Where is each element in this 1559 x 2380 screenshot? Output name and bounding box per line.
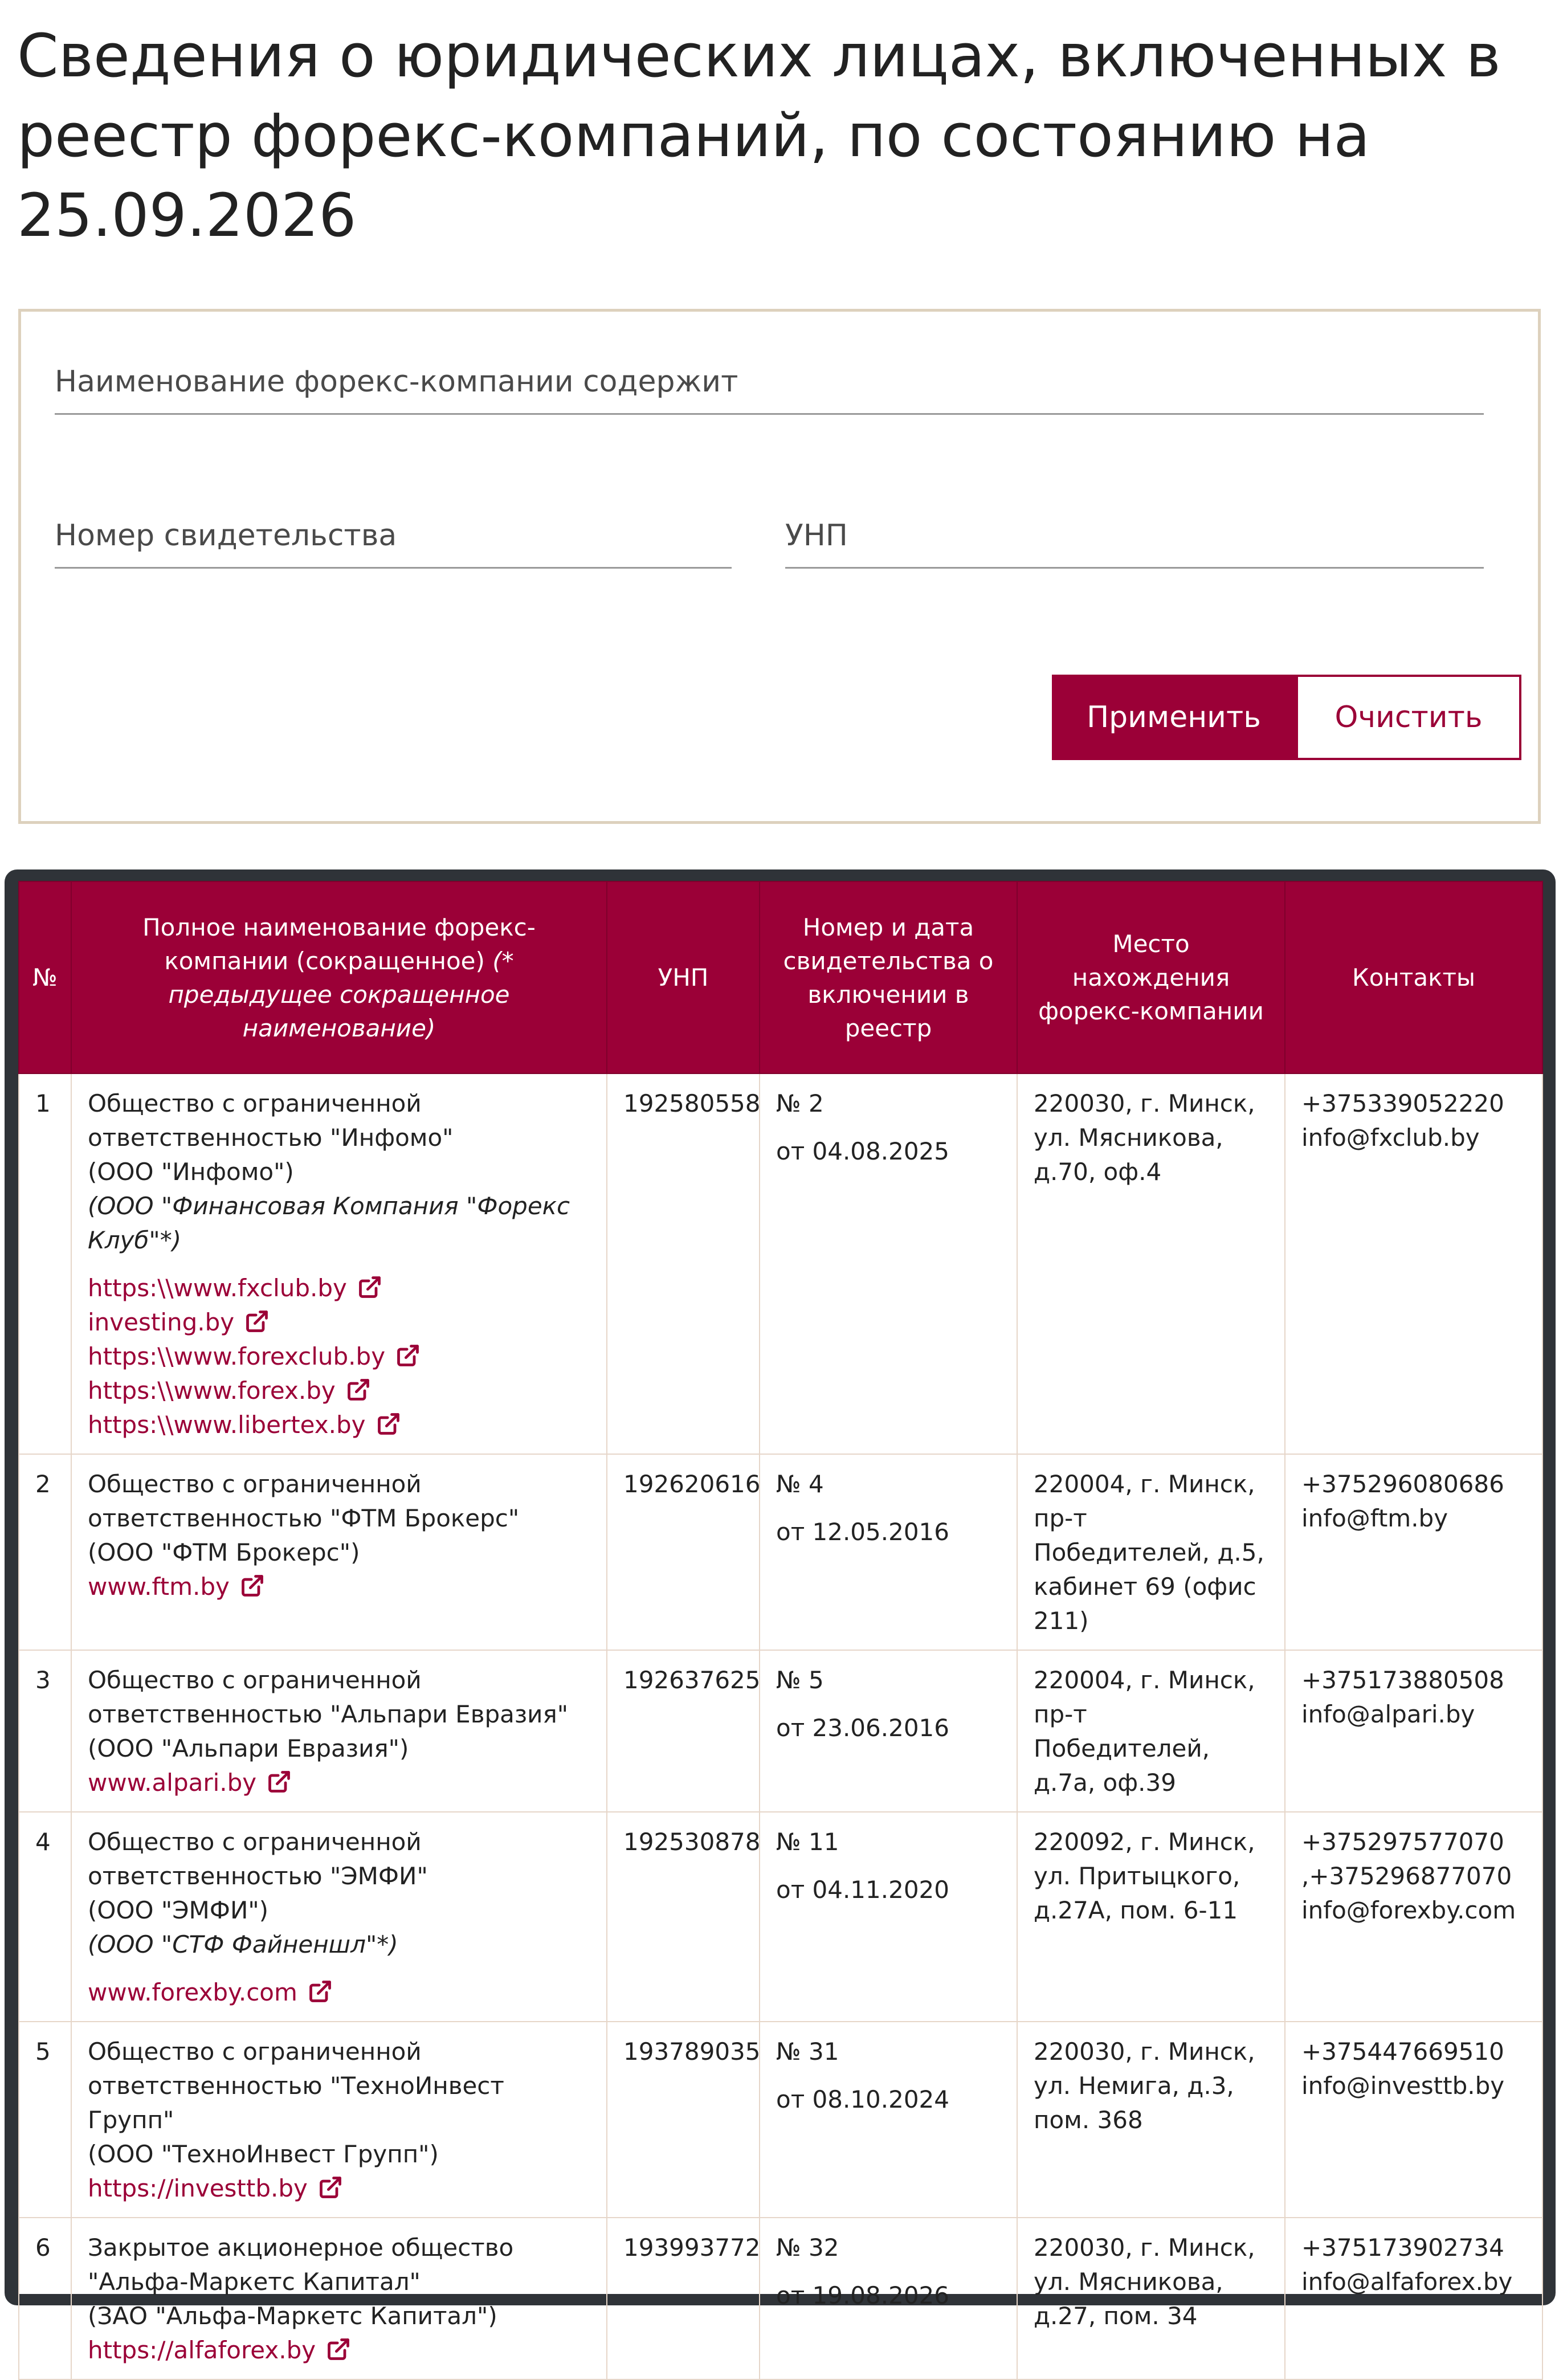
company-website-link[interactable]: https:\\www.fxclub.by (88, 1274, 347, 1302)
table-row (19, 2218, 1542, 2379)
company-short-name: (ЗАО "Альфа-Маркетс Капитал") (88, 2302, 497, 2330)
contact-email: info@alpari.by (1301, 1700, 1475, 1728)
certificate-cell (760, 1650, 1017, 1812)
table-row (19, 2022, 1542, 2218)
row-number: 6 (19, 2218, 71, 2379)
table-row (19, 1812, 1542, 2022)
location-cell: 220004, г. Минск, пр-т Победителей, д.5, кабинет 69 (офис 211) (1017, 1454, 1285, 1650)
certificate-number-field[interactable] (55, 504, 732, 569)
header-contacts: Контакты (1285, 881, 1542, 1073)
certificate-date: от 23.06.2016 (776, 1714, 949, 1742)
registry-table-frame (5, 869, 1556, 2364)
header-certificate: Номер и дата свидетельства о включении в реестр (760, 881, 1017, 1073)
external-link-icon[interactable] (326, 2337, 351, 2362)
location-cell: 220030, г. Минск, ул. Мясникова, д.27, пом. 34 (1017, 2218, 1285, 2379)
location-cell: 220030, г. Минск, ул. Мясникова, д.70, оф.4 (1017, 1073, 1285, 1454)
unp-cell: 192620616 (607, 1454, 760, 1650)
company-name-input[interactable] (55, 350, 1484, 413)
company-full-name: Общество с ограниченной ответственностью "Альпари Евразия" (88, 1666, 569, 1728)
location-cell: 220004, г. Минск, пр-т Победителей, д.7а, оф.39 (1017, 1650, 1285, 1812)
certificate-number: № 31 (776, 2038, 839, 2065)
company-website-link[interactable]: https://investtb.by (88, 2174, 308, 2202)
page-title: Сведения о юридических лицах, включенных в реестр форекс-компаний, по состоянию на 25.09.2026 (17, 21, 1501, 250)
table-row (19, 1650, 1542, 1812)
company-name-cell (71, 1454, 607, 1650)
company-website-link[interactable]: https:\\www.forexclub.by (88, 1342, 386, 1370)
table-header-row (19, 881, 1542, 1073)
company-website-link[interactable]: www.alpari.by (88, 1769, 257, 1797)
row-number: 3 (19, 1650, 71, 1812)
clear-button[interactable]: Очистить (1296, 675, 1521, 760)
company-full-name: Закрытое акционерное общество "Альфа-Маркетс Капитал" (88, 2234, 514, 2296)
company-short-name: (ООО "Альпари Евразия") (88, 1734, 409, 1762)
contacts-cell (1285, 1454, 1542, 1650)
company-name-cell (71, 1812, 607, 2022)
external-link-icon[interactable] (244, 1309, 270, 1334)
certificate-cell (760, 1454, 1017, 1650)
apply-button[interactable]: Применить (1052, 675, 1296, 760)
contacts-cell (1285, 1073, 1542, 1454)
company-previous-name: (ООО "СТФ Файненшл"*) (88, 1930, 398, 1958)
external-link-icon[interactable] (240, 1573, 265, 1598)
company-name-cell (71, 1650, 607, 1812)
certificate-number: № 32 (776, 2234, 839, 2261)
contacts-cell (1285, 2022, 1542, 2218)
company-short-name: (ООО "ФТМ Брокерс") (88, 1538, 360, 1566)
company-name-cell (71, 2218, 607, 2379)
certificate-cell (760, 1812, 1017, 2022)
company-short-name: (ООО "Инфомо") (88, 1158, 294, 1186)
certificate-cell (760, 1073, 1017, 1454)
company-short-name: (ООО "ЭМФИ") (88, 1896, 269, 1924)
location-cell: 220030, г. Минск, ул. Немига, д.3, пом. 368 (1017, 2022, 1285, 2218)
contact-email: info@alfaforex.by (1301, 2268, 1513, 2296)
company-full-name: Общество с ограниченной ответственностью "ЭМФИ" (88, 1828, 428, 1890)
contact-email: info@investtb.by (1301, 2072, 1505, 2100)
external-link-icon[interactable] (346, 1377, 371, 1402)
certificate-cell (760, 2022, 1017, 2218)
header-location: Место нахождения форекс-компании (1017, 881, 1285, 1073)
unp-cell: 193789035 (607, 2022, 760, 2218)
certificate-date: от 04.08.2025 (776, 1137, 949, 1165)
header-name-label: Полное наименование форекс-компании (сокращенное) (142, 913, 536, 975)
unp-cell: 192637625 (607, 1650, 760, 1812)
row-number: 1 (19, 1073, 71, 1454)
external-link-icon[interactable] (357, 1275, 382, 1300)
unp-cell: 192580558 (607, 1073, 760, 1454)
company-website-link[interactable]: https://alfaforex.by (88, 2336, 316, 2364)
certificate-number-input[interactable] (55, 504, 732, 567)
table-row (19, 1073, 1542, 1454)
certificate-cell (760, 2218, 1017, 2379)
company-website-link[interactable]: https:\\www.libertex.by (88, 1411, 366, 1439)
external-link-icon[interactable] (308, 1979, 333, 2004)
company-website-link[interactable]: https:\\www.forex.by (88, 1377, 336, 1405)
contact-phone: +375173880508 (1301, 1666, 1504, 1694)
row-number: 4 (19, 1812, 71, 2022)
company-full-name: Общество с ограниченной ответственностью "ФТМ Брокерс" (88, 1470, 520, 1532)
contacts-cell (1285, 1650, 1542, 1812)
certificate-number: № 11 (776, 1828, 839, 1856)
certificate-date: от 19.08.2026 (776, 2281, 949, 2309)
company-previous-name: (ООО "Финансовая Компания "Форекс Клуб"*) (88, 1192, 570, 1254)
unp-input[interactable] (785, 504, 1484, 567)
company-short-name: (ООО "ТехноИнвест Групп") (88, 2140, 439, 2168)
certificate-date: от 08.10.2024 (776, 2085, 949, 2113)
company-full-name: Общество с ограниченной ответственностью "Инфомо" (88, 1089, 454, 1152)
certificate-number: № 4 (776, 1470, 824, 1498)
company-website-link[interactable]: www.forexby.com (88, 1978, 297, 2006)
company-name-cell (71, 2022, 607, 2218)
company-website-link[interactable]: investing.by (88, 1308, 235, 1336)
company-full-name: Общество с ограниченной ответственностью "ТехноИнвест Групп" (88, 2038, 504, 2134)
row-number: 2 (19, 1454, 71, 1650)
registry-table (18, 881, 1543, 2380)
company-name-field[interactable] (55, 350, 1484, 415)
external-link-icon[interactable] (376, 1411, 401, 1436)
certificate-number: № 5 (776, 1666, 824, 1694)
external-link-icon[interactable] (318, 2175, 343, 2200)
certificate-date: от 04.11.2020 (776, 1876, 949, 1904)
unp-cell: 193993772 (607, 2218, 760, 2379)
location-cell: 220092, г. Минск, ул. Притыцкого, д.27А, пом. 6-11 (1017, 1812, 1285, 2022)
header-unp: УНП (607, 881, 760, 1073)
company-website-link[interactable]: www.ftm.by (88, 1573, 230, 1601)
header-name (71, 881, 607, 1073)
certificate-date: от 12.05.2016 (776, 1518, 949, 1546)
row-number: 5 (19, 2022, 71, 2218)
unp-cell: 192530878 (607, 1812, 760, 2022)
contact-phone: +375339052220 (1301, 1089, 1504, 1117)
contact-phone: +375297577070 ,+375296877070 (1301, 1828, 1512, 1890)
header-name-note: (* предыдущее сокращенное наименование) (168, 946, 514, 1042)
company-name-cell (71, 1073, 607, 1454)
contact-phone: +375173902734 (1301, 2234, 1504, 2261)
unp-field[interactable] (785, 504, 1484, 569)
contact-phone: +375447669510 (1301, 2038, 1504, 2065)
contact-phone: +375296080686 (1301, 1470, 1504, 1498)
header-num: № (19, 881, 71, 1073)
contact-email: info@fxclub.by (1301, 1124, 1480, 1152)
table-row (19, 1454, 1542, 1650)
external-link-icon[interactable] (395, 1343, 421, 1368)
contact-email: info@forexby.com (1301, 1896, 1516, 1924)
contacts-cell (1285, 1812, 1542, 2022)
certificate-number: № 2 (776, 1089, 824, 1117)
contact-email: info@ftm.by (1301, 1504, 1448, 1532)
contacts-cell (1285, 2218, 1542, 2379)
external-link-icon[interactable] (267, 1769, 292, 1794)
